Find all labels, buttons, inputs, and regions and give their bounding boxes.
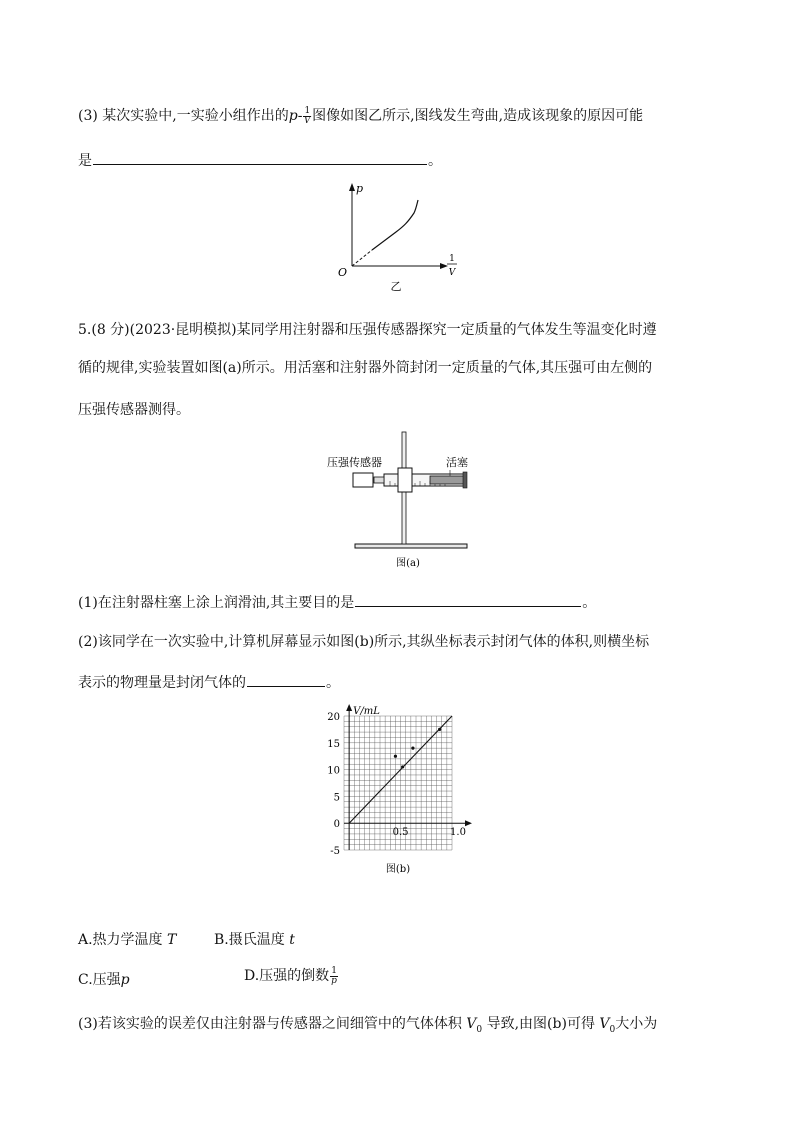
figure-b-caption: 图(b) [385, 864, 411, 875]
fig-yi-y-label: p [356, 182, 364, 195]
option-b-var: t [289, 932, 295, 948]
var-p: p [288, 108, 298, 124]
fig-yi-caption: 乙 [390, 280, 402, 293]
piston [430, 476, 464, 484]
q4-3-suffix: 图像如图乙所示,图线发生弯曲,造成该现象的原因可能 [312, 108, 644, 124]
v0-subscript: 0 [476, 1024, 483, 1035]
x-tick-label: 1.0 [450, 827, 466, 839]
q5-2-line2 [78, 672, 340, 693]
q4-3-line1 [78, 106, 643, 126]
q5-2-line2-text: 表示的物理量是封闭气体的 [78, 675, 246, 691]
q5-3-text-b: 导致,由图(b)可得 [486, 1016, 595, 1032]
option-d-fraction [330, 967, 338, 986]
answer-blank-q4-3[interactable] [93, 150, 427, 165]
x-axis-arrow [465, 820, 472, 826]
q5-3-line [78, 1014, 657, 1040]
pressure-sensor [353, 473, 373, 487]
v0-subscript-2: 0 [609, 1024, 616, 1035]
q4-3-line2-start: 是 [78, 153, 92, 169]
fig-yi-x-arrow [440, 263, 448, 269]
option-c-label: C.压强 [78, 972, 121, 988]
q5-1-text: (1)在注射器柱塞上涂上润滑油,其主要目的是 [78, 595, 355, 611]
answer-blank-q5-2[interactable] [247, 672, 325, 687]
stand-base [355, 544, 467, 548]
sensor-label: 压强传感器 [327, 456, 382, 469]
frac-den: V [304, 115, 311, 126]
answer-blank-q5-1[interactable] [355, 592, 581, 607]
figure-yi [330, 178, 470, 296]
option-b[interactable] [214, 930, 295, 950]
y-tick-label: 15 [327, 738, 340, 750]
option-d-label: D.压强的倒数 [244, 968, 330, 984]
x-tick-label: 0.5 [392, 827, 409, 839]
option-d[interactable] [244, 966, 339, 986]
connector-tube [374, 477, 384, 483]
piston-label: 活塞 [446, 456, 468, 469]
option-a[interactable] [78, 930, 176, 950]
fig-yi-curve [372, 200, 418, 250]
option-a-label: A.热力学温度 [78, 932, 163, 948]
q5-1-line [78, 592, 596, 613]
piston-handle [463, 472, 467, 488]
option-b-label: B.摄氏温度 [214, 932, 285, 948]
frac-1-over-v [303, 107, 311, 126]
fig-yi-x-num: 1 [449, 254, 455, 264]
y-axis-arrow [346, 704, 352, 711]
q5-line1: 5.(8 分)(2023·昆明模拟)某同学用注射器和压强传感器探究一定质量的气体发生等温变化时遵 [78, 322, 657, 338]
y-tick-label: 20 [327, 712, 340, 723]
fig-yi-y-arrow [349, 183, 355, 191]
q5-2-line1: (2)该同学在一次实验中,计算机屏幕显示如图(b)所示,其纵坐标表示封闭气体的体积,则横坐标 [78, 634, 650, 650]
data-point [411, 747, 414, 750]
q5-3-text-a: (3)若该实验的误差仅由注射器与传感器之间细管中的气体体积 [78, 1016, 462, 1032]
data-point [394, 755, 397, 758]
option-d-num: 1 [331, 965, 337, 976]
q5-1-end: 。 [582, 595, 597, 611]
q5-2-end: 。 [326, 675, 340, 691]
option-a-var: T [167, 932, 177, 948]
option-c-var: p [120, 972, 130, 988]
figure-a-caption: 图(a) [396, 558, 420, 569]
y-tick-label: -5 [330, 846, 340, 857]
y-tick-label: 0 [333, 819, 340, 831]
q5-line3: 压强传感器测得。 [78, 402, 190, 418]
v0-symbol-2: V [599, 1016, 610, 1032]
q4-3-line2 [78, 150, 442, 171]
clamp [398, 468, 412, 492]
v0-symbol: V [466, 1016, 477, 1032]
figure-b-chart [320, 700, 480, 876]
fig-yi-x-den: V [448, 268, 456, 278]
option-d-den: p [331, 975, 337, 986]
y-axis-label: V/mL [353, 706, 380, 717]
y-tick-label: 5 [333, 792, 340, 804]
q5-3-text-c: 大小为 [615, 1016, 658, 1032]
q4-3-prefix: (3) 某次实验中,一实验小组作出的 [78, 108, 289, 124]
fig-yi-dashed-extension [352, 250, 372, 266]
q5-line2: 循的规律,实验装置如图(a)所示。用活塞和注射器外筒封闭一定质量的气体,其压强可由左侧的 [78, 360, 653, 376]
fig-yi-origin: O [338, 266, 348, 279]
q4-3-line2-end: 。 [428, 153, 442, 169]
frac-num: 1 [304, 105, 311, 116]
y-tick-label: 10 [327, 765, 340, 777]
data-point [401, 765, 404, 768]
figure-a-apparatus [320, 426, 480, 572]
data-point [438, 728, 441, 731]
dash: - [297, 108, 303, 124]
option-c[interactable] [78, 970, 130, 990]
